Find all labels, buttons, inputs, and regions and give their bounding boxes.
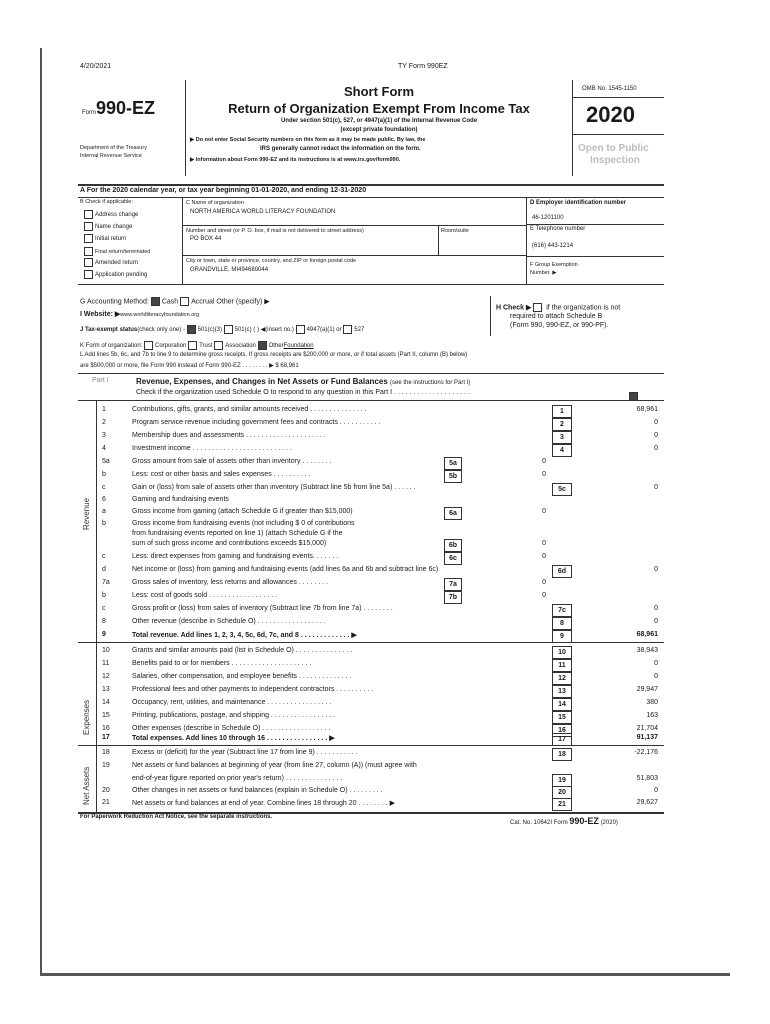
other-checkbox[interactable] bbox=[258, 341, 267, 350]
line-row: 1 Contributions, gifts, grants, and similar amounts received . . . . . . . . . . . . . . . 1 68,961 bbox=[96, 405, 662, 417]
tax-year: 2020 bbox=[586, 102, 635, 127]
line-row: c Less: direct expenses from gaming and fundraising events. . . . . . . 6c 0 bbox=[96, 552, 662, 564]
line-amount[interactable]: 0 bbox=[654, 605, 658, 612]
line-row: b Less: cost or other basis and sales expenses . . . . . . . . . . 5b 0 bbox=[96, 470, 662, 482]
part-label: Part I bbox=[92, 377, 109, 384]
line-row: 9 Total revenue. Add lines 1, 2, 3, 4, 5c, 6d, 7c, and 8 . . . . . . . . . . . . . ▶ 9 68,961 bbox=[96, 630, 662, 642]
association-checkbox[interactable] bbox=[214, 341, 223, 350]
form-number: 990-EZ bbox=[96, 98, 156, 118]
line-row: 2 Program service revenue including government fees and contracts . . . . . . . . . . . 2 0 bbox=[96, 418, 662, 430]
line-row: 19 Net assets or fund balances at beginning of year (from line 27, column (A)) (must agree with bbox=[102, 762, 417, 769]
accrual-checkbox[interactable] bbox=[180, 297, 189, 306]
schedule-o-checkbox[interactable] bbox=[629, 388, 640, 406]
check-initial-return[interactable]: Initial return bbox=[84, 234, 126, 243]
group-exemption-number: Number. ▶ bbox=[530, 270, 557, 276]
side-label-revenue: Revenue bbox=[82, 497, 91, 530]
title-main: Return of Organization Exempt From Income Tax bbox=[228, 101, 530, 116]
line-row: 14 Occupancy, rent, utilities, and maintenance . . . . . . . . . . . . . . . . . 14 380 bbox=[96, 698, 662, 710]
accounting-method: G Accounting Method: Cash Accrual Other (specify) ▶ bbox=[80, 298, 270, 306]
telephone-label: E Telephone number bbox=[530, 226, 586, 232]
form-of-organization: K Form of organization: Corporation Trust Association OtherFoundation bbox=[80, 341, 314, 350]
form-prefix: Form bbox=[82, 110, 96, 116]
open-public: Open to Public bbox=[578, 143, 649, 154]
line-row: 7a Gross sales of inventory, less returns and allowances . . . . . . . . 7a 0 bbox=[96, 578, 662, 590]
501c3-checkbox[interactable] bbox=[187, 325, 196, 334]
line-row: 11 Benefits paid to or for members . . . . . . . . . . . . . . . . . . . . . 11 0 bbox=[96, 659, 662, 671]
line-l-text1: L Add lines 5b, 6c, and 7b to line 9 to determine gross receipts. If gross receipts are $200,000 or more, or if total assets (Part II, column (B) below) bbox=[80, 352, 468, 358]
open-inspection: Inspection bbox=[590, 155, 641, 166]
501c-checkbox[interactable] bbox=[224, 325, 233, 334]
line-amount[interactable]: 163 bbox=[646, 712, 658, 719]
print-date: 4/20/2021 bbox=[80, 63, 112, 70]
line-amount[interactable]: 0 bbox=[654, 660, 658, 667]
website-row: I Website: ▶www.worldliteracyfoundation.org bbox=[80, 311, 200, 318]
other-org-type[interactable]: Foundation bbox=[283, 343, 314, 350]
line-inner-amount[interactable]: 0 bbox=[542, 579, 546, 586]
subtitle-section: Under section 501(c), 527, or 4947(a)(1) of the Internal Revenue Code bbox=[280, 118, 478, 124]
line-inner-amount[interactable]: 0 bbox=[542, 458, 546, 465]
line-row: c Gross profit or (loss) from sales of inventory (Subtract line 7b from line 7a) . . . . . . . . 7c 0 bbox=[96, 604, 662, 616]
line-amount[interactable]: 0 bbox=[654, 432, 658, 439]
telephone-value[interactable]: (616) 443-1214 bbox=[532, 243, 574, 249]
line-amount[interactable]: -22,176 bbox=[634, 749, 658, 756]
line-row: 16 Other expenses (describe in Schedule O) . . . . . . . . . . . . . . . . . . 16 21,704 bbox=[96, 724, 662, 736]
line-row: b Gross income from fundraising events (not including $ 0 of contributions bbox=[102, 520, 355, 527]
subtitle-except: (except private foundation) bbox=[340, 127, 418, 133]
line-row: d Net income or (loss) from gaming and fundraising events (add lines 6a and 6b and subtract line 6c) 6d 0 bbox=[96, 565, 662, 577]
check-amended-return[interactable]: Amended return bbox=[84, 258, 138, 267]
ein-label: D Employer identification number bbox=[530, 200, 627, 206]
dept-line1: Department of the Treasury bbox=[80, 145, 147, 151]
line-a-tax-year: A For the 2020 calendar year, or tax year beginning 01-01-2020, and ending 12-31-2020 bbox=[80, 187, 367, 194]
tax-exempt-status: J Tax-exempt status(check only one) - 501(c)(3) 501(c) ( ) ◀(insert no.) 4947(a)(1) or 527 bbox=[80, 325, 364, 334]
line-l-text2: are $500,000 or more, file Form 990 instead of Form 990-EZ . . . . . . . . ▶ $ 68,961 bbox=[80, 363, 299, 369]
org-name-label: C Name of organization bbox=[186, 200, 244, 206]
line-amount[interactable]: 68,961 bbox=[636, 406, 658, 413]
527-checkbox[interactable] bbox=[343, 325, 352, 334]
line-inner-amount[interactable]: 0 bbox=[542, 471, 546, 478]
group-exemption-label: F Group Exemption bbox=[530, 262, 578, 268]
check-final-return[interactable]: Final return/terminated bbox=[84, 247, 150, 256]
line-amount[interactable]: 38,943 bbox=[636, 647, 658, 654]
line-row: 18 Excess or (deficit) for the year (Subtract line 17 from line 9) . . . . . . . . . . . 18 -22,176 bbox=[96, 748, 662, 760]
line-amount[interactable]: 0 bbox=[654, 445, 658, 452]
corporation-checkbox[interactable] bbox=[144, 341, 153, 350]
note-info: ▶ Information about Form 990-EZ and its instructions is at www.irs.gov/form990. bbox=[190, 157, 401, 163]
cash-checkbox[interactable] bbox=[151, 297, 160, 306]
line-amount[interactable]: 29,627 bbox=[636, 799, 658, 806]
check-name-change[interactable]: Name change bbox=[84, 222, 132, 231]
4947-checkbox[interactable] bbox=[296, 325, 305, 334]
line-amount[interactable]: 380 bbox=[646, 699, 658, 706]
trust-checkbox[interactable] bbox=[188, 341, 197, 350]
line-amount[interactable]: 0 bbox=[654, 787, 658, 794]
street-address[interactable]: PO BOX 44 bbox=[190, 236, 222, 242]
line-row: 3 Membership dues and assessments . . . . . . . . . . . . . . . . . . . . . 3 0 bbox=[96, 431, 662, 443]
line-inner-amount[interactable]: 0 bbox=[542, 592, 546, 599]
line-row: 12 Salaries, other compensation, and employee benefits . . . . . . . . . . . . . . 12 0 bbox=[96, 672, 662, 684]
line-inner-amount[interactable]: 0 bbox=[542, 553, 546, 560]
line-row: 21 Net assets or fund balances at end of year. Combine lines 18 through 20 . . . . . . . . ▶ 21 29,627 bbox=[96, 798, 662, 810]
dept-line2: Internal Revenue Service bbox=[80, 153, 142, 159]
line-row: 20 Other changes in net assets or fund balances (explain in Schedule O) . . . . . . . . . 20 0 bbox=[96, 786, 662, 798]
line-row: end-of-year figure reported on prior year's return) . . . . . . . . . . . . . . . 19 51,803 bbox=[96, 774, 662, 786]
schedule-b-check: H Check ▶ if the organization is not bbox=[496, 304, 621, 312]
note-redact: IRS generally cannot redact the information on the form. bbox=[260, 146, 421, 152]
schedule-b-checkbox[interactable] bbox=[533, 303, 542, 312]
line-row: 5a Gross amount from sale of assets other than inventory . . . . . . . . 5a 0 bbox=[96, 457, 662, 469]
line-row: b Less: cost of goods sold . . . . . . . . . . . . . . . . . . 7b 0 bbox=[96, 591, 662, 603]
schedule-b-text2: required to attach Schedule B bbox=[510, 313, 603, 320]
side-label-expenses: Expenses bbox=[82, 699, 91, 735]
line-inner-amount[interactable]: 0 bbox=[542, 540, 546, 547]
line-inner-amount[interactable]: 0 bbox=[542, 508, 546, 515]
line-amount[interactable]: 29,947 bbox=[636, 686, 658, 693]
website-value[interactable]: www.worldliteracyfoundation.org bbox=[120, 312, 200, 318]
line-amount[interactable]: 21,704 bbox=[636, 725, 658, 732]
line-amount[interactable]: 51,803 bbox=[636, 775, 658, 782]
check-application-pending[interactable]: Application pending bbox=[84, 270, 147, 279]
line-row: 6 Gaming and fundraising events bbox=[102, 496, 229, 503]
schedule-b-text3: (Form 990, 990-EZ, or 990-PF). bbox=[510, 322, 609, 329]
city-state-zip[interactable]: GRANDVILLE, MI494680044 bbox=[190, 267, 269, 273]
ein-value[interactable]: 46-1201100 bbox=[532, 215, 564, 221]
line-amount[interactable]: 68,961 bbox=[636, 631, 658, 638]
line-amount[interactable]: 0 bbox=[654, 673, 658, 680]
ty-form-label: TY Form 990EZ bbox=[398, 63, 448, 70]
form-id bbox=[82, 98, 155, 119]
line-amount[interactable]: 0 bbox=[654, 618, 658, 625]
catalog-number: Cat. No. 10642I Form 990-EZ (2020) bbox=[510, 816, 618, 826]
line-amount[interactable]: 0 bbox=[654, 566, 658, 573]
title-short-form: Short Form bbox=[343, 84, 415, 99]
check-if-applicable-label: B Check if applicable: bbox=[80, 199, 133, 205]
street-label: Number and street (or P. O. box, if mail is not delivered to street address) bbox=[186, 228, 364, 234]
city-label: City or town, state or province, country, and ZIP or foreign postal code bbox=[186, 258, 357, 264]
side-label-net-assets: Net Assets bbox=[82, 766, 91, 805]
room-suite-label: Room/suite bbox=[441, 228, 469, 234]
line-amount[interactable]: 0 bbox=[654, 419, 658, 426]
omb-number: OMB No. 1545-1150 bbox=[582, 86, 637, 92]
line-row: 8 Other revenue (describe in Schedule O) . . . . . . . . . . . . . . . . . . 8 0 bbox=[96, 617, 662, 629]
part-title: Revenue, Expenses, and Changes in Net Assets or Fund Balances (see the instructions for Part I) bbox=[136, 377, 471, 386]
line-row: 10 Grants and similar amounts paid (list in Schedule O) . . . . . . . . . . . . . . . 10 38,943 bbox=[96, 646, 662, 658]
org-name[interactable]: NORTH AMERICA WORLD LITERACY FOUNDATION bbox=[190, 209, 336, 215]
line-row: sum of such gross income and contributions exceeds $15,000) 6b 0 bbox=[96, 539, 662, 551]
line-row: 4 Investment income . . . . . . . . . . . . . . . . . . . . . . . . . . 4 0 bbox=[96, 444, 662, 456]
line-row: 17 Total expenses. Add lines 10 through 16 . . . . . . . . . . . . . . . . ▶ 17 91,137 bbox=[96, 733, 662, 745]
line-amount[interactable]: 0 bbox=[654, 484, 658, 491]
schedule-o-check-text: Check if the organization used Schedule O to respond to any question in this Part I . . . . . . . . . . . . . . . . . . . . bbox=[136, 389, 470, 396]
line-row: 15 Printing, publications, postage, and shipping . . . . . . . . . . . . . . . . . 15 163 bbox=[96, 711, 662, 723]
line-row: c Gain or (loss) from sale of assets other than inventory (Subtract line 5b from line 5a) . . . . . . 5c 0 bbox=[96, 483, 662, 495]
line-amount[interactable]: 91,137 bbox=[636, 734, 658, 741]
page-edge-bottom bbox=[40, 973, 730, 976]
paperwork-notice: For Paperwork Reduction Act Notice, see the separate instructions. bbox=[80, 814, 273, 820]
check-address-change[interactable]: Address change bbox=[84, 210, 138, 219]
line-row: 13 Professional fees and other payments to independent contractors . . . . . . . . . . 13 29,947 bbox=[96, 685, 662, 697]
page-edge-left bbox=[40, 48, 42, 976]
note-ssn: ▶ Do not enter Social Security numbers on this form as it may be made public. By law, the bbox=[190, 137, 426, 143]
line-row: from fundraising events reported on line 1) (attach Schedule G if the bbox=[132, 530, 343, 537]
line-row: a Gross income from gaming (attach Schedule G if greater than $15,000) 6a 0 bbox=[96, 507, 662, 519]
